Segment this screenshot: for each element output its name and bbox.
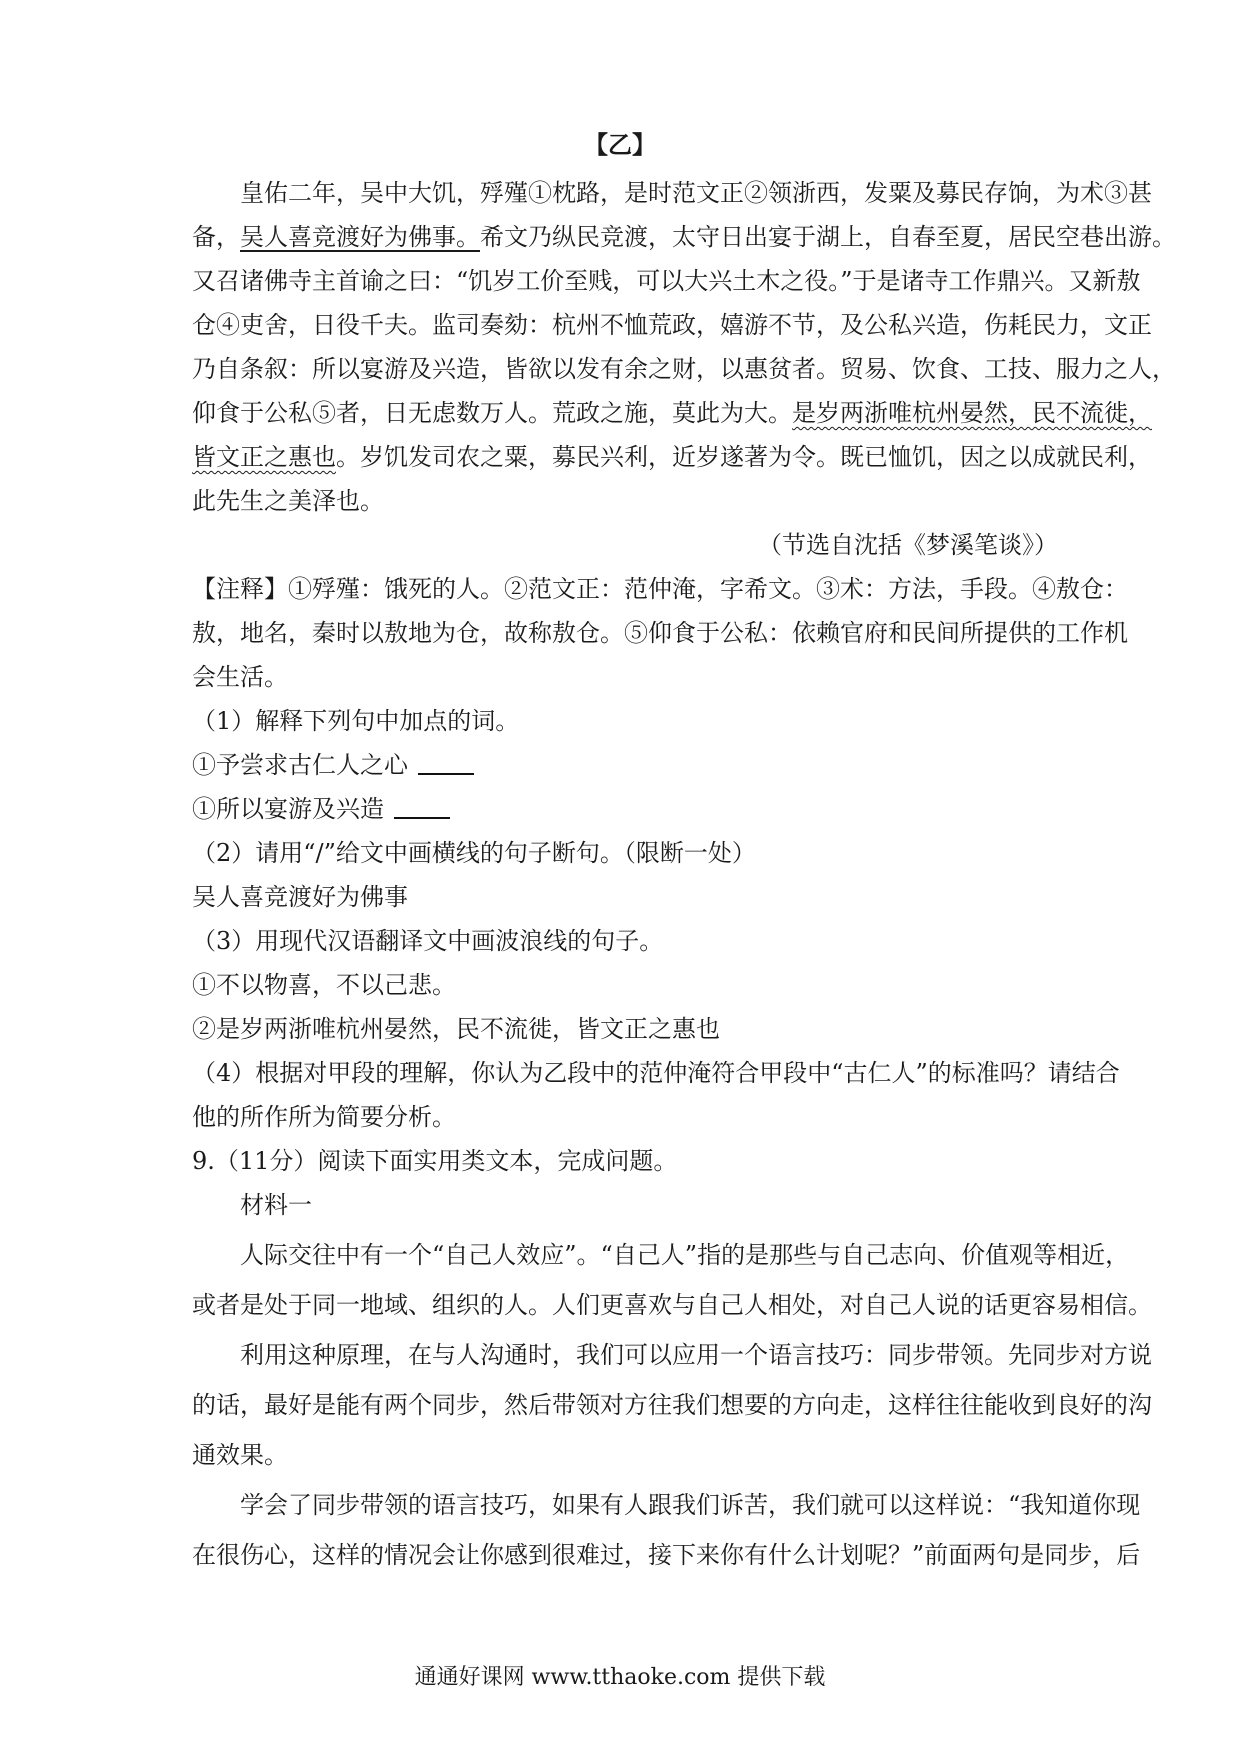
question-4: （4）根据对甲段的理解，你认为乙段中的范仲淹符合甲段中“古仁人”的标准吗？请结合 xyxy=(192,1059,1120,1087)
material-paragraph: 通效果。 xyxy=(192,1441,288,1469)
wavy-sentence: 是岁两浙唯杭州晏然，民不流徙， xyxy=(792,399,1152,427)
question-3-item-a: ①不以物喜，不以己悲。 xyxy=(192,971,456,999)
passage-line xyxy=(192,222,1176,252)
source-citation: （节选自沈括《梦溪笔谈》） xyxy=(758,531,1058,559)
passage-text: 。岁饥发司农之粟，募民兴利，近岁遂著为令。既已恤饥，因之以成就民利， xyxy=(336,443,1152,471)
section-heading: 【乙】 xyxy=(584,130,656,159)
passage-line: 皇佑二年，吴中大饥，殍殣①枕路，是时范文正②领浙西，发粟及募民存饷，为术③甚 xyxy=(240,179,1152,207)
passage-line xyxy=(192,442,1152,472)
passage-line xyxy=(192,398,1152,428)
question-1: （1）解释下列句中加点的词。 xyxy=(192,707,520,735)
question-9-title: 9.（11分）阅读下面实用类文本，完成问题。 xyxy=(192,1147,678,1175)
notes-line: 会生活。 xyxy=(192,663,288,691)
notes-line: 【注释】①殍殣：饿死的人。②范文正：范仲淹，字希文。③术：方法，手段。④敖仓： xyxy=(192,575,1128,603)
passage-text: 希文乃纵民竞渡，太守日出宴于湖上，自春至夏，居民空巷出游。 xyxy=(480,223,1176,251)
material-paragraph: 在很伤心，这样的情况会让你感到很难过，接下来你有什么计划呢？”前面两句是同步，后 xyxy=(192,1541,1141,1569)
material-label: 材料一 xyxy=(240,1191,312,1219)
notes-line: 敖，地名，秦时以敖地为仓，故称敖仓。⑤仰食于公私：依赖官府和民间所提供的工作机 xyxy=(192,619,1128,647)
wavy-sentence: 皆文正之惠也 xyxy=(192,443,336,471)
question-3: （3）用现代汉语翻译文中画波浪线的句子。 xyxy=(192,927,664,955)
material-paragraph: 或者是处于同一地域、组织的人。人们更喜欢与自己人相处，对自己人说的话更容易相信。 xyxy=(192,1291,1152,1319)
passage-line: 又召诸佛寺主首谕之曰：“饥岁工价至贱，可以大兴土木之役。”于是诸寺工作鼎兴。又新敖 xyxy=(192,267,1141,295)
question-3-item-b: ②是岁两浙唯杭州晏然，民不流徙，皆文正之惠也 xyxy=(192,1015,720,1043)
question-1-item-a xyxy=(192,750,1060,780)
passage-line: 仓④吏舍，日役千夫。监司奏劾：杭州不恤荒政，嬉游不节，及公私兴造，伤耗民力，文正 xyxy=(192,311,1152,339)
question-4: 他的所作所为简要分析。 xyxy=(192,1103,456,1131)
material-paragraph: 人际交往中有一个“自己人效应”。“自己人”指的是那些与自己志向、价值观等相近， xyxy=(240,1241,1130,1269)
material-paragraph: 学会了同步带领的语言技巧，如果有人跟我们诉苦，我们就可以这样说：“我知道你现 xyxy=(240,1491,1141,1519)
answer-blank[interactable] xyxy=(394,797,450,819)
question-text: ①予尝求古仁人之心 xyxy=(192,751,408,779)
passage-line: 乃自条叙：所以宴游及兴造，皆欲以发有余之财，以惠贫者。贸易、饮食、工技、服力之人， xyxy=(192,355,1176,383)
underlined-sentence: 吴人喜竞渡好为佛事。 xyxy=(240,223,480,251)
passage-line: 此先生之美泽也。 xyxy=(192,487,384,515)
footer-watermark: 通通好课网 www.tthaoke.com 提供下载 xyxy=(414,1665,826,1690)
passage-text: 备， xyxy=(192,223,240,251)
question-1-item-b xyxy=(192,794,1060,824)
passage-text: 仰食于公私⑤者，日无虑数万人。荒政之施，莫此为大。 xyxy=(192,399,792,427)
material-paragraph: 利用这种原理，在与人沟通时，我们可以应用一个语言技巧：同步带领。先同步对方说 xyxy=(240,1341,1152,1369)
question-text: ①所以宴游及兴造 xyxy=(192,795,384,823)
question-2: （2）请用“/”给文中画横线的句子断句。（限断一处） xyxy=(192,839,756,867)
question-2-sentence: 吴人喜竞渡好为佛事 xyxy=(192,883,408,911)
answer-blank[interactable] xyxy=(418,753,474,775)
material-paragraph: 的话，最好是能有两个同步，然后带领对方往我们想要的方向走，这样往往能收到良好的沟 xyxy=(192,1391,1152,1419)
